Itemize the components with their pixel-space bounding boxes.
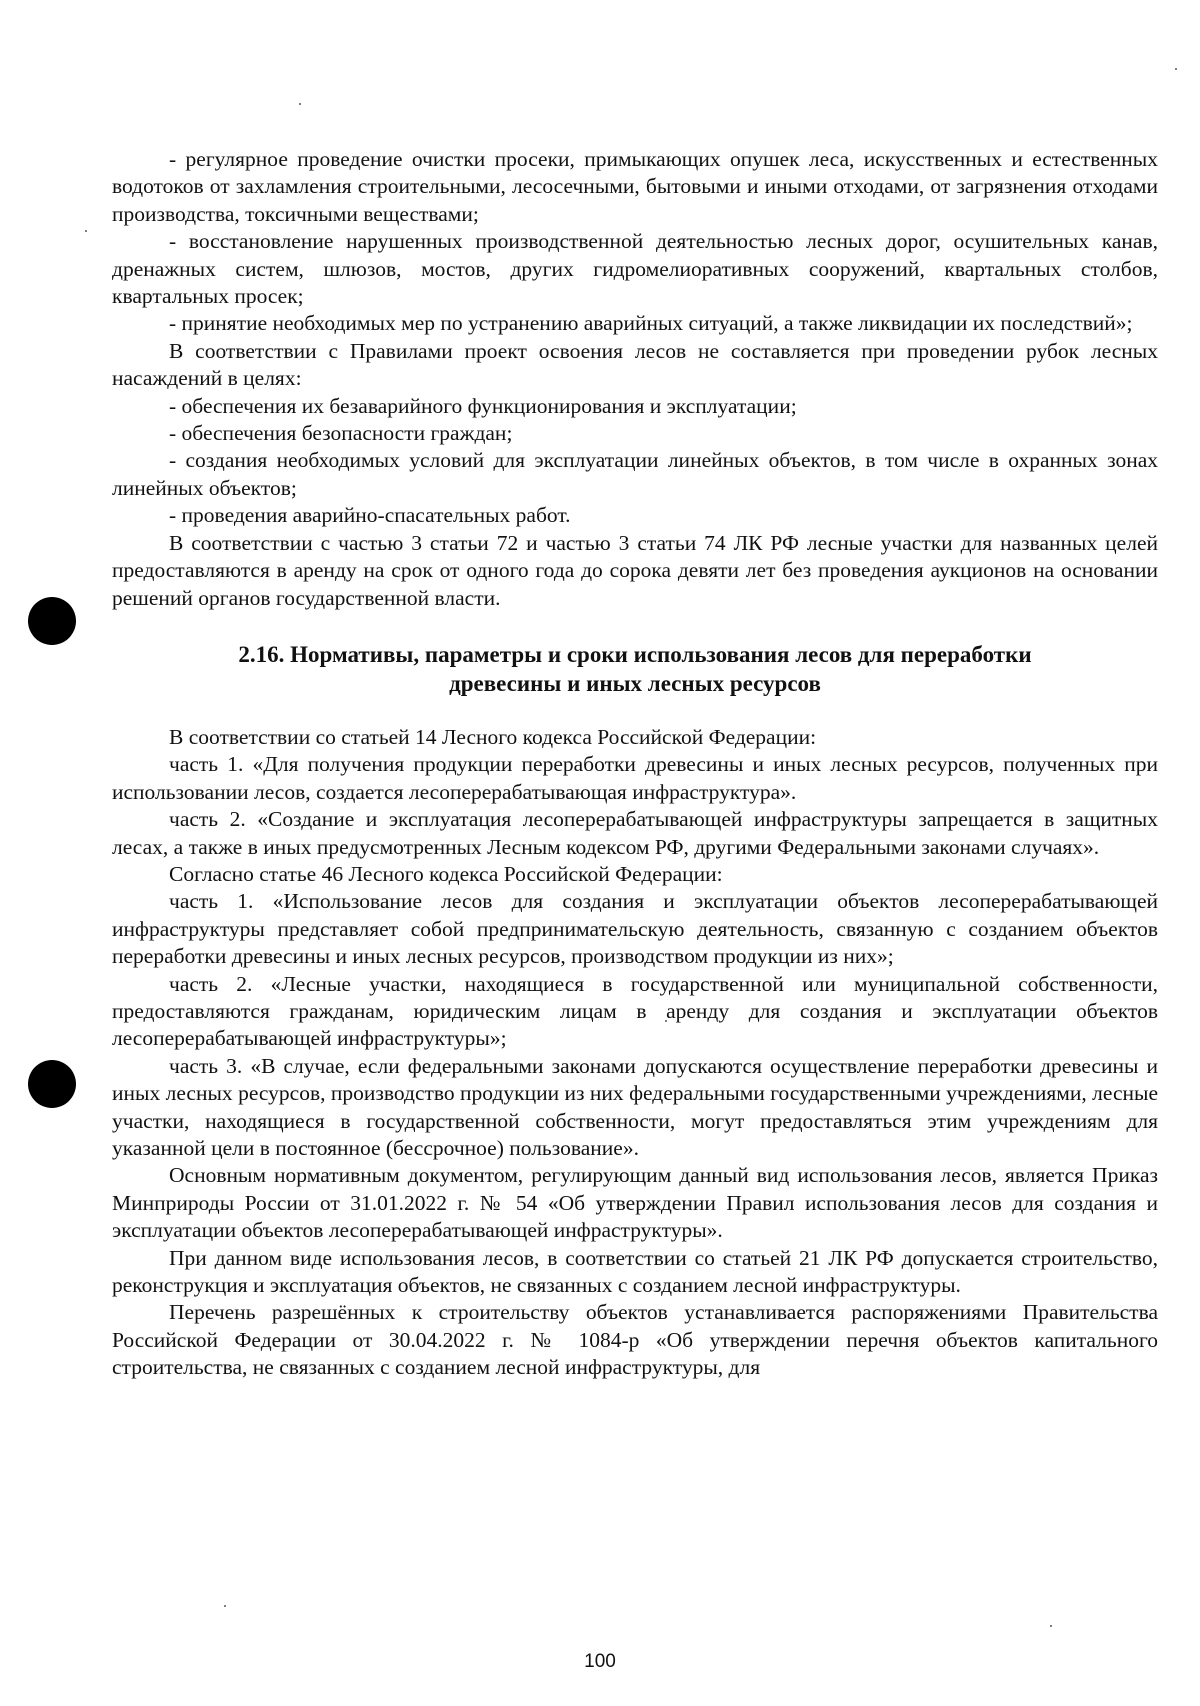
list-item: - обеспечения безопасности граждан; <box>169 421 513 446</box>
punch-hole-bottom <box>28 1060 76 1108</box>
page-number: 100 <box>584 1651 616 1672</box>
paragraph: В соответствии с частью 3 статьи 72 и частью 3 статьи 74 ЛК РФ лесные участки для названных целей предоставляются в аренду на срок от одного года до сорока девяти лет без проведения аукционов на основании решений органов государственной власти. <box>112 530 1158 610</box>
paragraph: В соответствии с Правилами проект освоения лесов не составляется при проведении рубок лесных насаждений в целях: <box>112 338 1158 391</box>
paragraph: В соответствии со статьей 14 Лесного кодекса Российской Федерации: <box>169 724 817 749</box>
paragraph: Основным нормативным документом, регулирующим данный вид использования лесов, является Приказ Минприроды России от 31.01.2022 г. № 54 «Об утверждении Правил использования лесов для создания и эксплуатации объектов лесоперерабатывающей инфраструктуры». <box>112 1163 1158 1243</box>
document-body <box>112 146 1158 1382</box>
section-heading <box>112 640 1158 698</box>
paragraph: Согласно статье 46 Лесного кодекса Российской Федерации: <box>169 861 723 886</box>
section-heading-line1: 2.16. Нормативы, параметры и сроки использования лесов для переработки <box>238 641 1032 667</box>
paragraph: часть 2. «Создание и эксплуатация лесоперерабатывающей инфраструктуры запрещается в защитных лесах, а также в иных предусмотренных Лесным кодексом РФ, другими Федеральными законами случаях». <box>112 807 1158 859</box>
paragraph: - регулярное проведение очистки просеки, примыкающих опушек леса, искусственных и естественных водотоков от захламления строительными, лесосечными, бытовыми и иными отходами, от загрязнения отходами производства, токсичными веществами; <box>112 147 1158 226</box>
paragraph: часть 1. «Использование лесов для создания и эксплуатации объектов лесоперерабатывающей инфраструктуры представляет собой предпринимательскую деятельность, связанную с созданием объектов переработки древесины и иных лесных ресурсов, производством продукции из них»; <box>112 889 1158 969</box>
scan-speck <box>1050 1625 1052 1627</box>
paragraph: - принятие необходимых мер по устранению аварийных ситуаций, а также ликвидации их последствий»; <box>169 311 1133 336</box>
list-item: - обеспечения их безаварийного функционирования и эксплуатации; <box>169 393 797 418</box>
list-item: - проведения аварийно-спасательных работ. <box>169 503 571 528</box>
paragraph: часть 1. «Для получения продукции переработки древесины и иных лесных ресурсов, полученных при использовании лесов, создается лесоперерабатывающая инфраструктура». <box>112 752 1158 804</box>
paragraph: - восстановление нарушенных производственной деятельностью лесных дорог, осушительных канав, дренажных систем, шлюзов, мостов, других гидромелиоративных сооружений, квартальных столбов, квартальных просек; <box>112 229 1158 309</box>
paragraph: часть 2. «Лесные участки, находящиеся в государственной или муниципальной собственности, предоставляются гражданам, юридическим лицам в аренду для создания и эксплуатации объектов лесоперерабатывающей инфраструктуры»; <box>112 971 1158 1051</box>
section-heading-line2: древесины и иных лесных ресурсов <box>449 670 821 696</box>
scan-speck <box>85 230 87 232</box>
paragraph: При данном виде использования лесов, в соответствии со статьей 21 ЛК РФ допускается строительство, реконструкция и эксплуатация объектов, не связанных с созданием лесной инфраструктуры. <box>112 1245 1158 1298</box>
list-item: - создания необходимых условий для эксплуатации линейных объектов, в том числе в охранных зонах линейных объектов; <box>112 448 1158 500</box>
paragraph: Перечень разрешённых к строительству объектов устанавливается распоряжениями Правительства Российской Федерации от 30.04.2022 г. № 1084-р «Об утверждении перечня объектов капитального строительства, не связанных с созданием лесной инфраструктуры, для <box>112 1300 1158 1380</box>
scan-speck <box>224 1605 226 1607</box>
scan-speck <box>1175 68 1177 70</box>
paragraph: часть 3. «В случае, если федеральными законами допускаются осуществление переработки древесины и иных лесных ресурсов, производство продукции из них федеральными государственными учреждениями, лесные участки, находящиеся в государственной собственности, могут предоставляться этим учреждениям для указанной цели в постоянное (бессрочное) пользование». <box>112 1053 1158 1160</box>
punch-hole-top <box>28 597 76 645</box>
scan-speck <box>299 103 301 105</box>
